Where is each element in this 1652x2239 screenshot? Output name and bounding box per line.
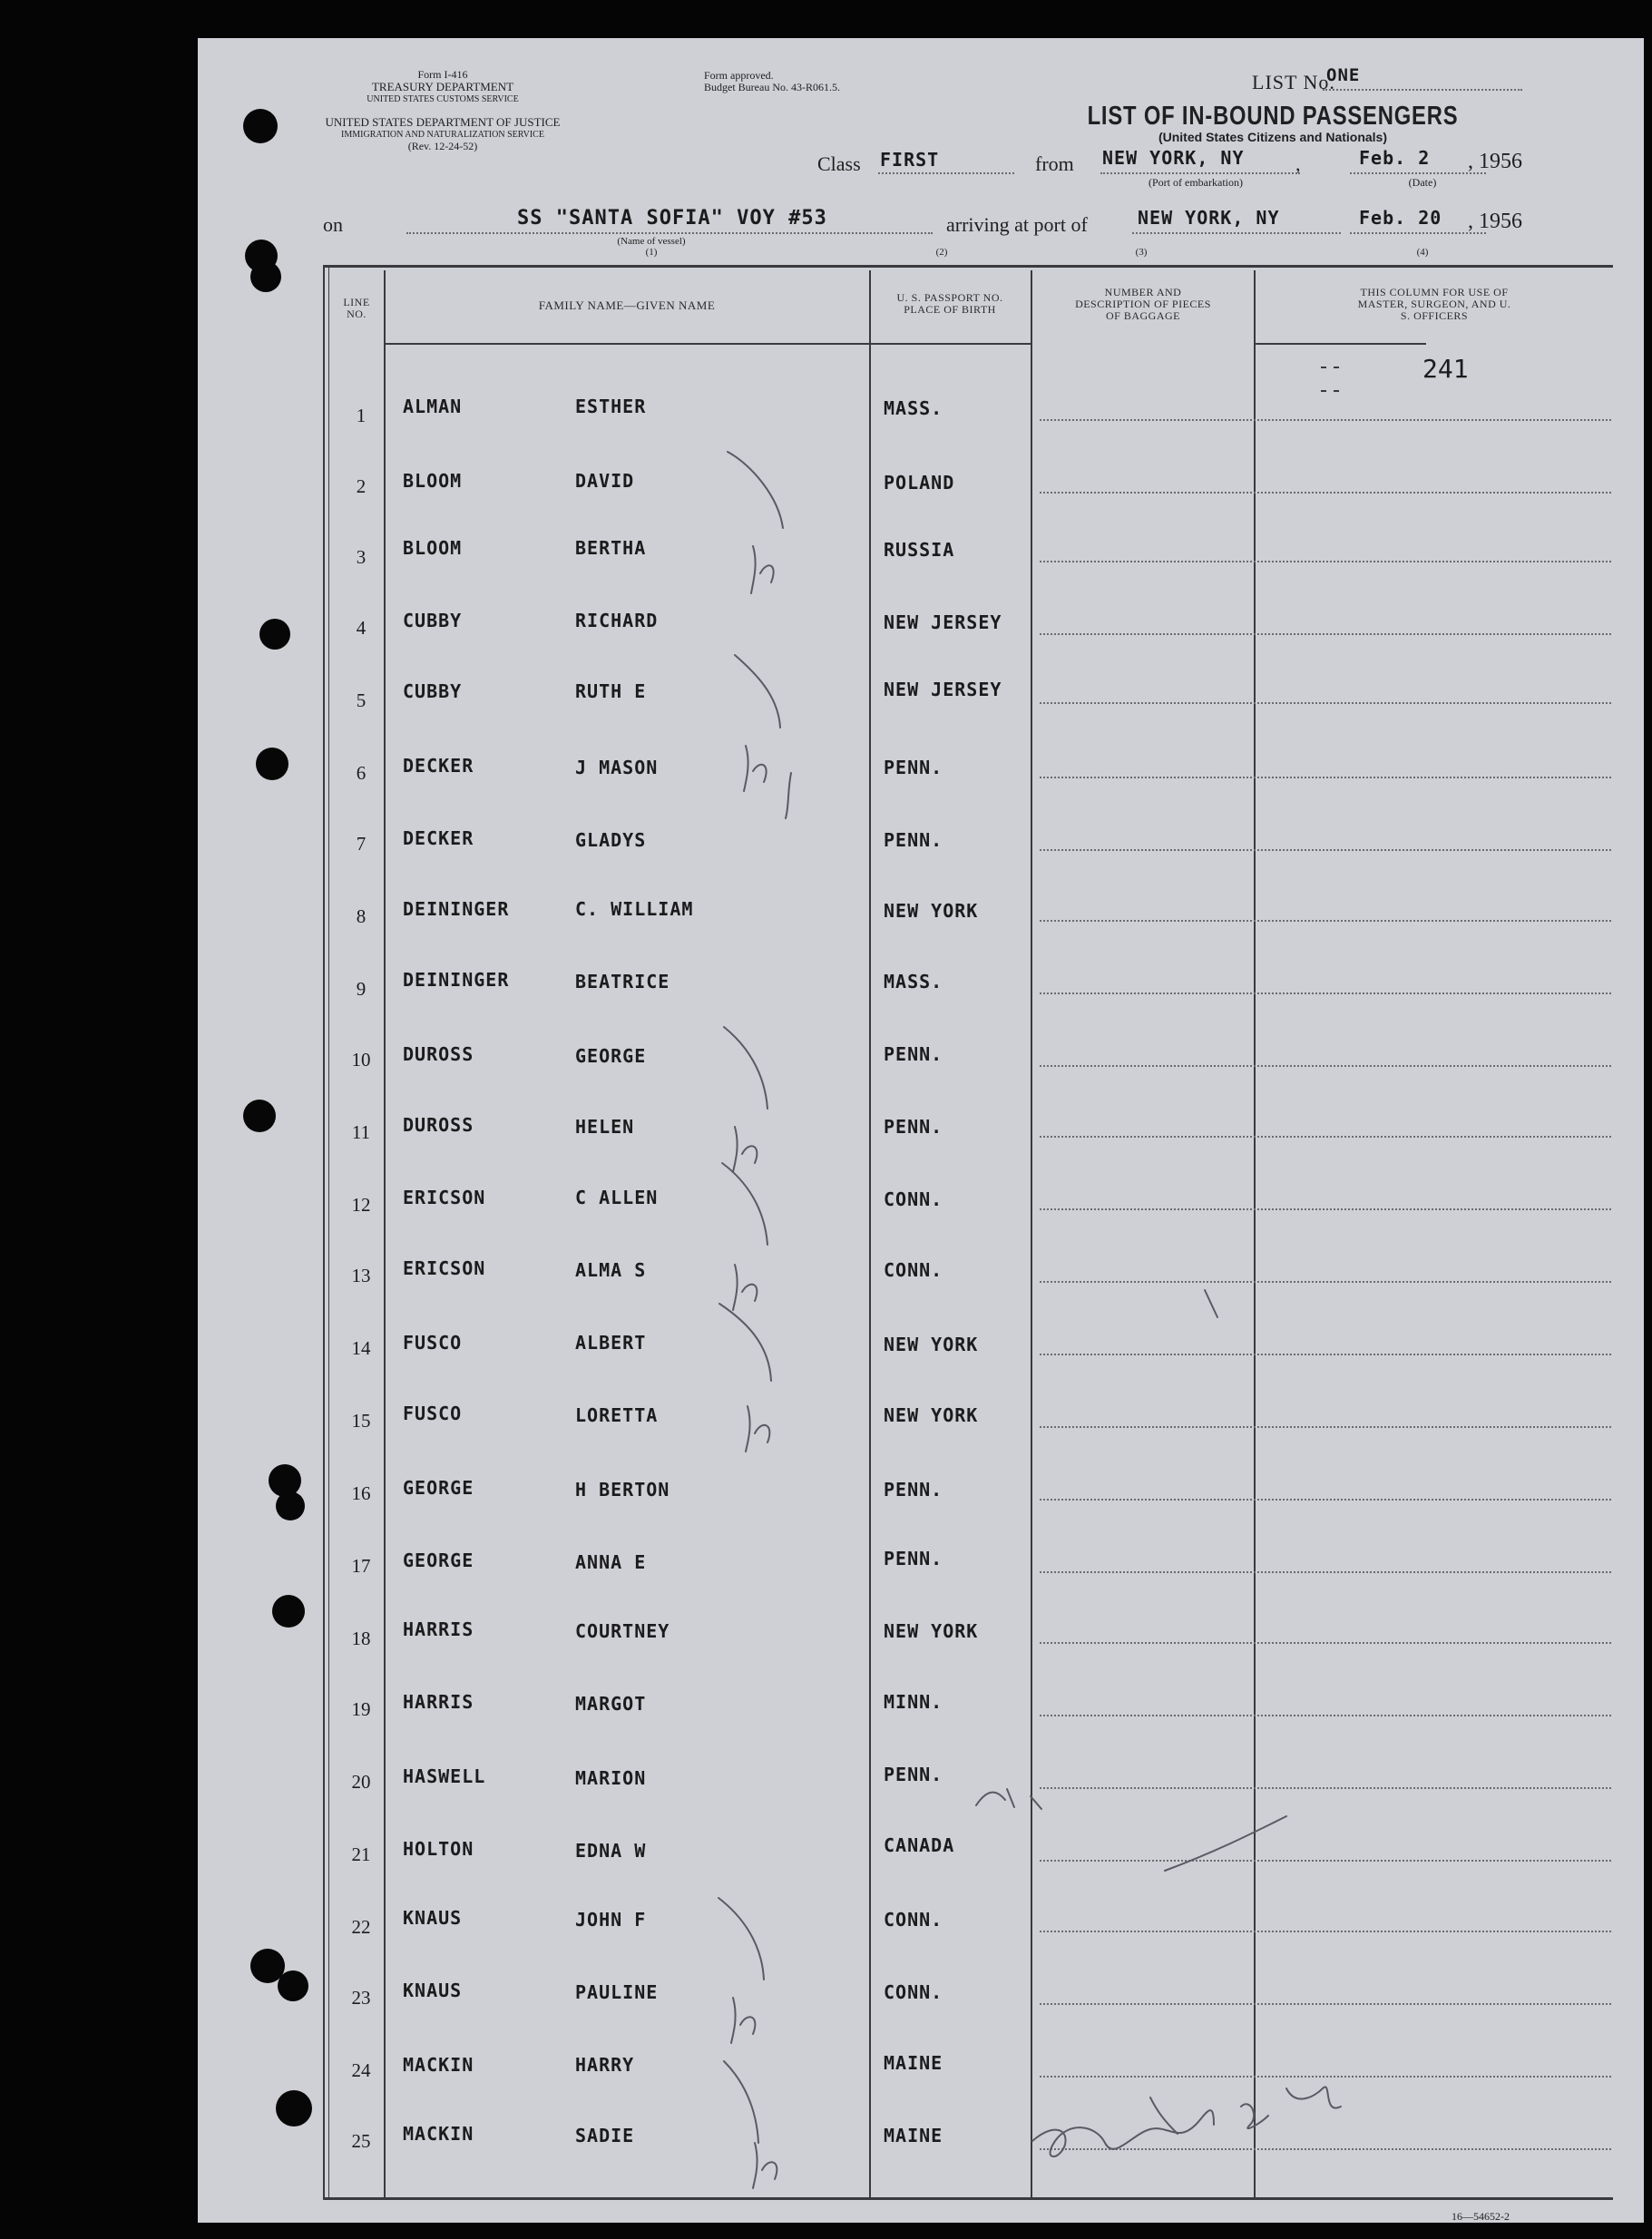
family-name: MACKIN xyxy=(403,2054,474,2076)
officer-note: 241 xyxy=(1422,354,1469,384)
handwritten-marks xyxy=(198,38,1644,2223)
place-of-birth: NEW YORK xyxy=(884,1334,979,1355)
arriving-label: arriving at port of xyxy=(946,213,1088,236)
family-name: BLOOM xyxy=(403,537,463,559)
line-number: 10 xyxy=(351,1049,371,1071)
family-name: KNAUS xyxy=(403,1980,463,2001)
given-name: H BERTON xyxy=(575,1479,670,1501)
family-name: DUROSS xyxy=(403,1043,474,1065)
vessel-caption: (Name of vessel) xyxy=(617,236,686,247)
port-embark-caption: (Port of embarkation) xyxy=(1149,176,1243,189)
date-caption: (Date) xyxy=(1408,176,1437,189)
place-of-birth: CONN. xyxy=(884,1909,943,1931)
place-of-birth: MINN. xyxy=(884,1691,943,1713)
customs-service: UNITED STATES CUSTOMS SERVICE xyxy=(367,94,519,104)
line-number: 5 xyxy=(356,689,367,711)
family-name: ERICSON xyxy=(403,1257,486,1279)
given-name: C. WILLIAM xyxy=(575,898,694,920)
given-name: PAULINE xyxy=(575,1981,659,2003)
vessel-column-number: (1) xyxy=(645,247,658,258)
line-number: 2 xyxy=(356,475,367,497)
line-number: 1 xyxy=(356,405,367,426)
place-of-birth: PENN. xyxy=(884,1548,943,1569)
class-value: FIRST xyxy=(880,149,940,171)
given-name: RUTH E xyxy=(575,680,647,702)
line-number: 25 xyxy=(351,2130,371,2152)
given-name: BERTHA xyxy=(575,537,647,559)
given-name: JOHN F xyxy=(575,1909,647,1931)
family-name: ALMAN xyxy=(403,396,463,417)
family-name: CUBBY xyxy=(403,610,463,631)
family-name: FUSCO xyxy=(403,1403,463,1424)
given-name: DAVID xyxy=(575,470,635,492)
family-name: HASWELL xyxy=(403,1765,486,1787)
class-label: Class xyxy=(817,152,861,175)
place-of-birth: CANADA xyxy=(884,1834,955,1856)
given-name: SADIE xyxy=(575,2125,635,2146)
family-name: GEORGE xyxy=(403,1550,474,1571)
given-name: MARGOT xyxy=(575,1693,647,1715)
line-number: 8 xyxy=(356,905,367,927)
given-name: GEORGE xyxy=(575,1045,647,1067)
family-name: GEORGE xyxy=(403,1477,474,1499)
list-no-value: ONE xyxy=(1326,65,1361,85)
given-name: HELEN xyxy=(575,1116,635,1138)
given-name: RICHARD xyxy=(575,610,659,631)
column-2-number: (2) xyxy=(935,247,948,258)
footer-code: 16—54652-2 xyxy=(1452,2210,1510,2223)
family-name: HARRIS xyxy=(403,1691,474,1713)
line-number: 6 xyxy=(356,762,367,784)
line-number: 22 xyxy=(351,1916,371,1938)
given-name: ESTHER xyxy=(575,396,647,417)
arrival-year: , 1956 xyxy=(1468,210,1522,233)
given-name: ANNA E xyxy=(575,1551,647,1573)
line-number: 7 xyxy=(356,833,367,855)
immigration-service: IMMIGRATION AND NATURALIZATION SERVICE xyxy=(341,130,544,140)
header-baggage: NUMBER AND DESCRIPTION OF PIECES OF BAGGAGE xyxy=(1075,286,1211,322)
place-of-birth: NEW YORK xyxy=(884,1404,979,1426)
place-of-birth: CONN. xyxy=(884,1981,943,2003)
column-4-number: (4) xyxy=(1416,247,1429,258)
given-name: EDNA W xyxy=(575,1840,647,1862)
place-of-birth: PENN. xyxy=(884,1116,943,1138)
line-number: 9 xyxy=(356,978,367,1000)
place-of-birth: PENN. xyxy=(884,829,943,851)
header-officers: THIS COLUMN FOR USE OF MASTER, SURGEON, AND U. S. OFFICERS xyxy=(1357,286,1511,322)
line-number: 3 xyxy=(356,546,367,568)
place-of-birth: MASS. xyxy=(884,971,943,992)
line-number: 23 xyxy=(351,1987,371,2009)
passenger-list-sheet xyxy=(198,38,1644,2223)
line-number: 17 xyxy=(351,1555,371,1577)
family-name: FUSCO xyxy=(403,1332,463,1354)
place-of-birth: NEW JERSEY xyxy=(884,679,1002,700)
family-name: DEININGER xyxy=(403,969,510,991)
place-of-birth: NEW YORK xyxy=(884,900,979,922)
from-label: from xyxy=(1035,152,1074,175)
line-number: 21 xyxy=(351,1843,371,1865)
line-number: 15 xyxy=(351,1410,371,1432)
line-number: 11 xyxy=(351,1121,371,1143)
family-name: BLOOM xyxy=(403,470,463,492)
on-label: on xyxy=(323,213,343,236)
given-name: COURTNEY xyxy=(575,1620,670,1642)
place-of-birth: PENN. xyxy=(884,1479,943,1501)
place-of-birth: MAINE xyxy=(884,2125,943,2146)
form-number: Form I-416 xyxy=(417,68,468,81)
family-name: DUROSS xyxy=(403,1114,474,1136)
form-approved: Form approved. xyxy=(704,69,774,82)
given-name: BEATRICE xyxy=(575,971,670,992)
place-of-birth: MAINE xyxy=(884,2052,943,2074)
line-number: 16 xyxy=(351,1482,371,1504)
line-number: 18 xyxy=(351,1628,371,1649)
family-name: ERICSON xyxy=(403,1187,486,1208)
line-number: 14 xyxy=(351,1337,371,1359)
given-name: LORETTA xyxy=(575,1404,659,1426)
list-title: LIST OF IN-BOUND PASSENGERS xyxy=(1087,102,1459,131)
line-number: 12 xyxy=(351,1194,371,1216)
line-number: 13 xyxy=(351,1265,371,1286)
arrival-port: NEW YORK, NY xyxy=(1138,207,1280,229)
from-comma: , xyxy=(1295,152,1301,175)
line-number: 20 xyxy=(351,1771,371,1793)
place-of-birth: PENN. xyxy=(884,1043,943,1065)
place-of-birth: CONN. xyxy=(884,1188,943,1210)
place-of-birth: NEW JERSEY xyxy=(884,611,1002,633)
list-subtitle: (United States Citizens and Nationals) xyxy=(1158,130,1388,144)
place-of-birth: NEW YORK xyxy=(884,1620,979,1642)
given-name: MARION xyxy=(575,1767,647,1789)
family-name: CUBBY xyxy=(403,680,463,702)
budget-bureau-no: Budget Bureau No. 43-R061.5. xyxy=(704,81,840,93)
given-name: GLADYS xyxy=(575,829,647,851)
given-name: ALBERT xyxy=(575,1332,647,1354)
family-name: DECKER xyxy=(403,755,474,777)
given-name: ALMA S xyxy=(575,1259,647,1281)
revision-date: (Rev. 12-24-52) xyxy=(407,140,478,152)
family-name: DECKER xyxy=(403,827,474,849)
given-name: J MASON xyxy=(575,757,659,778)
family-name: MACKIN xyxy=(403,2123,474,2145)
given-name: C ALLEN xyxy=(575,1187,659,1208)
place-of-birth: PENN. xyxy=(884,1764,943,1785)
departure-date: Feb. 2 xyxy=(1359,147,1431,169)
arrival-date: Feb. 20 xyxy=(1359,207,1442,229)
vessel-name: SS "SANTA SOFIA" VOY #53 xyxy=(517,207,827,230)
column-3-number: (3) xyxy=(1135,247,1148,258)
department-of-justice: UNITED STATES DEPARTMENT OF JUSTICE xyxy=(325,115,561,129)
place-of-birth: RUSSIA xyxy=(884,539,955,561)
header-name: FAMILY NAME—GIVEN NAME xyxy=(538,298,716,312)
line-number: 4 xyxy=(356,617,367,639)
treasury-department: TREASURY DEPARTMENT xyxy=(371,80,514,93)
line-number: 19 xyxy=(351,1698,371,1720)
list-no-label: LIST No. xyxy=(1252,71,1335,93)
family-name: KNAUS xyxy=(403,1907,463,1929)
place-of-birth: CONN. xyxy=(884,1259,943,1281)
place-of-birth: POLAND xyxy=(884,472,955,494)
header-passport: U. S. PASSPORT NO. PLACE OF BIRTH xyxy=(896,291,1003,316)
place-of-birth: PENN. xyxy=(884,757,943,778)
family-name: HARRIS xyxy=(403,1618,474,1640)
port-of-embarkation: NEW YORK, NY xyxy=(1102,147,1245,169)
place-of-birth: MASS. xyxy=(884,397,943,419)
header-line-no: LINE NO. xyxy=(343,296,370,320)
line-number: 24 xyxy=(351,2059,371,2081)
departure-year: , 1956 xyxy=(1468,150,1522,173)
given-name: HARRY xyxy=(575,2054,635,2076)
family-name: DEININGER xyxy=(403,898,510,920)
family-name: HOLTON xyxy=(403,1838,474,1860)
